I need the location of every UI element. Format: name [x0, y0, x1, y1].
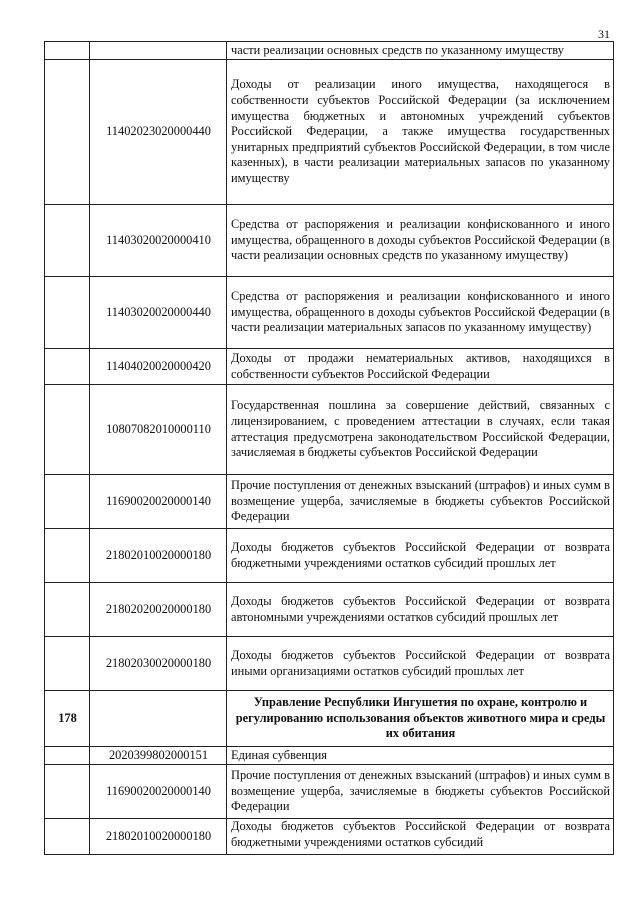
- table-row: [45, 765, 614, 819]
- income-description: Доходы от продажи нематериальных активов, находящихся в собственности субъектов Российской Федерации: [227, 349, 614, 385]
- income-code: 21802010020000180: [90, 529, 227, 583]
- row-number: [45, 475, 90, 529]
- row-number: [45, 60, 90, 205]
- income-description: Прочие поступления от денежных взысканий (штрафов) и иных сумм в возмещение ущерба, зачисляемые в бюджеты субъектов Российской Федерации: [227, 475, 614, 529]
- income-code: 11403020020000410: [90, 205, 227, 277]
- table-row: [45, 385, 614, 475]
- row-number: [45, 819, 90, 855]
- income-code: [90, 42, 227, 60]
- income-code: 11403020020000440: [90, 277, 227, 349]
- row-number: [45, 765, 90, 819]
- income-description: Доходы бюджетов субъектов Российской Федерации от возврата бюджетными учреждениями остатков субсидий прошлых лет: [227, 529, 614, 583]
- income-code: 21802030020000180: [90, 637, 227, 691]
- income-description: Государственная пошлина за совершение действий, связанных с лицензированием, с проведением аттестации в случаях, если такая аттестация предусмотрена законодательством Российской Федерации, зачисляемая в бюджеты субъектов Российской Федерации: [227, 385, 614, 475]
- table-row: [45, 819, 614, 855]
- table-row: [45, 60, 614, 205]
- row-number: [45, 42, 90, 60]
- income-description: Прочие поступления от денежных взысканий (штрафов) и иных сумм в возмещение ущерба, зачисляемые в бюджеты субъектов Российской Федерации: [227, 765, 614, 819]
- row-number: [45, 637, 90, 691]
- income-description: Доходы бюджетов субъектов Российской Федерации от возврата бюджетными учреждениями остатков субсидий: [227, 819, 614, 855]
- table-row: [45, 277, 614, 349]
- table-row: [45, 475, 614, 529]
- row-number: [45, 205, 90, 277]
- income-description: части реализации основных средств по указанному имуществу: [227, 42, 614, 60]
- row-number: [45, 349, 90, 385]
- table-row: [45, 637, 614, 691]
- table-row: [45, 529, 614, 583]
- table-row-organization: [45, 691, 614, 747]
- table-row: [45, 205, 614, 277]
- income-code: [90, 691, 227, 747]
- table-row: [45, 42, 614, 60]
- income-code: 10807082010000110: [90, 385, 227, 475]
- table-row: [45, 349, 614, 385]
- income-code: 11402023020000440: [90, 60, 227, 205]
- income-code: 21802020020000180: [90, 583, 227, 637]
- income-code: 11404020020000420: [90, 349, 227, 385]
- income-codes-table: [44, 41, 614, 855]
- income-code: 21802010020000180: [90, 819, 227, 855]
- row-number: [45, 277, 90, 349]
- table-row: [45, 747, 614, 765]
- page-number: 31: [598, 27, 610, 41]
- organization-name: Управление Республики Ингушетия по охране, контролю и регулированию использования объектов животного мира и среды их обитания: [227, 691, 614, 747]
- row-number: [45, 583, 90, 637]
- income-code: 2020399802000151: [90, 747, 227, 765]
- table-row: [45, 583, 614, 637]
- income-code: 11690020020000140: [90, 765, 227, 819]
- income-code: 11690020020000140: [90, 475, 227, 529]
- row-number: [45, 529, 90, 583]
- income-description: Единая субвенция: [227, 747, 614, 765]
- income-description: Средства от распоряжения и реализации конфискованного и иного имущества, обращенного в доходы субъектов Российской Федерации (в части реализации материальных запасов по указанному имуществу): [227, 277, 614, 349]
- income-description: Доходы бюджетов субъектов Российской Федерации от возврата иными организациями остатков субсидий прошлых лет: [227, 637, 614, 691]
- income-description: Доходы от реализации иного имущества, находящегося в собственности субъектов Российской Федерации (за исключением имущества бюджетных и автономных учреждений субъектов Российской Федерации, а также имущества государственных унитарных предприятий субъектов Российской Федерации, в том числе казенных), в части реализации материальных запасов по указанному имуществу: [227, 60, 614, 205]
- income-description: Доходы бюджетов субъектов Российской Федерации от возврата автономными учреждениями остатков субсидий прошлых лет: [227, 583, 614, 637]
- row-number: [45, 747, 90, 765]
- row-number: 178: [45, 691, 90, 747]
- income-description: Средства от распоряжения и реализации конфискованного и иного имущества, обращенного в доходы субъектов Российской Федерации (в части реализации основных средств по указанному имуществу): [227, 205, 614, 277]
- row-number: [45, 385, 90, 475]
